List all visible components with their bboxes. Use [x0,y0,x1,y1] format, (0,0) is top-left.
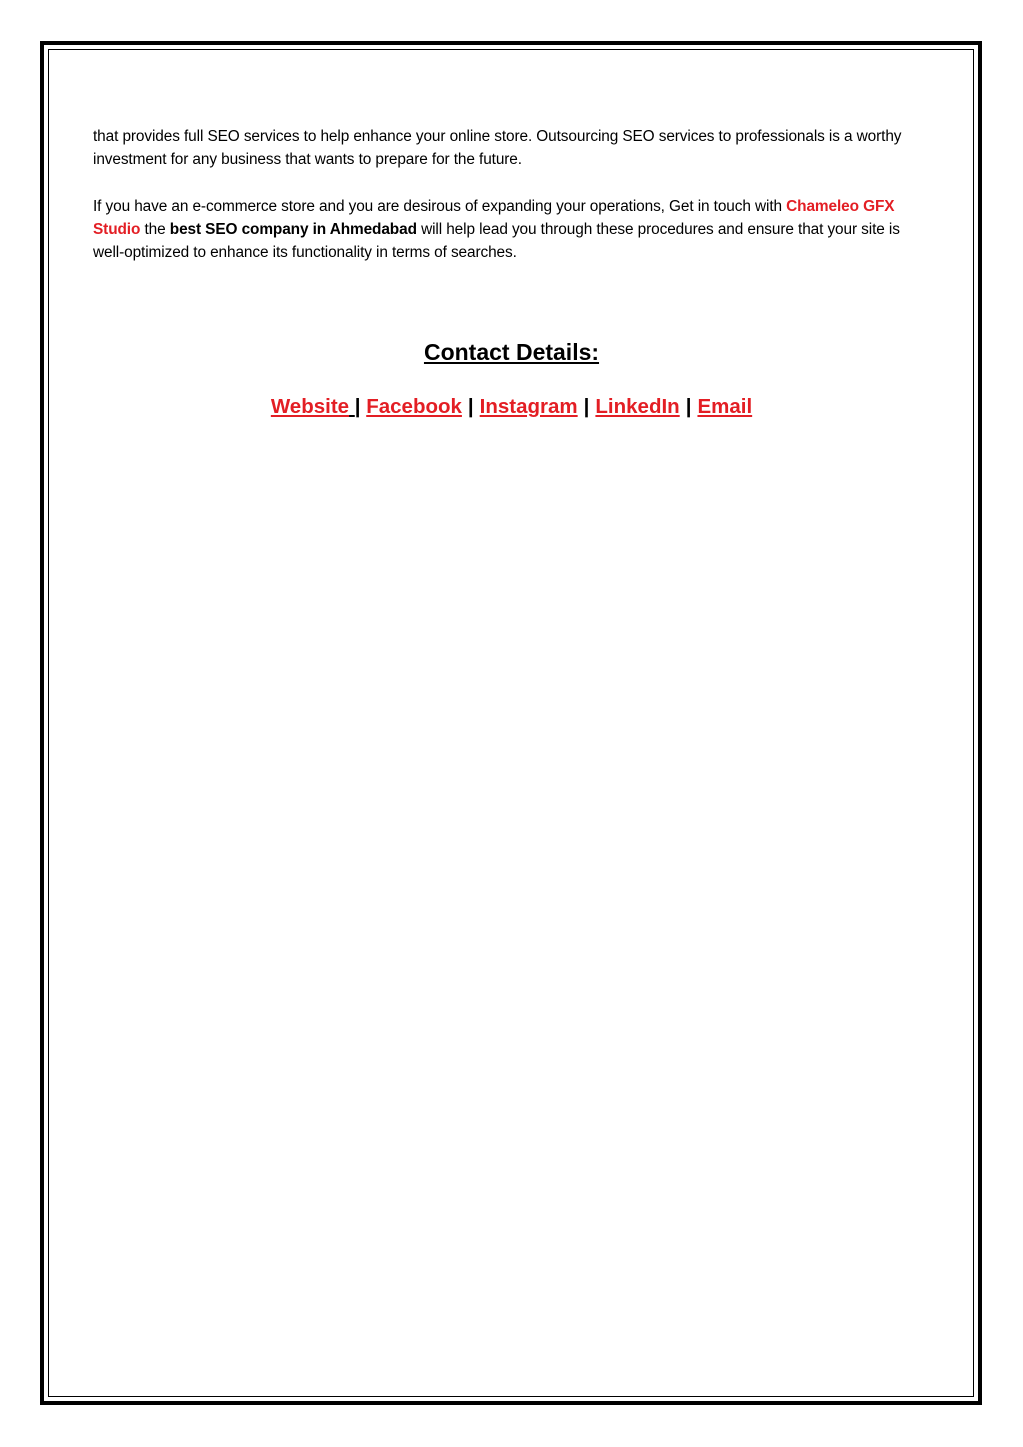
contact-links-row [0,392,1023,422]
link-separator: | [467,395,474,418]
link-separator: | [583,395,590,418]
contact-details-heading: Contact Details: [423,339,600,365]
linkedin-link[interactable]: LinkedIn [595,395,680,418]
link-separator: | [354,395,361,418]
email-link[interactable]: Email [697,395,753,418]
brand-name-highlight: Chameleo GFX Studio [93,198,895,238]
para1-text: that provides full SEO services to help enhance your online store. Outsourcing SEO services to professionals is a worthy investment for any business that wants to prepare for the future. [93,128,902,168]
website-link[interactable]: Website [270,395,350,418]
instagram-link[interactable]: Instagram [479,395,578,418]
body-paragraph-1 [93,125,933,171]
para2-the-text: the [144,221,166,238]
para2-end-text: will help lead you through these procedures and ensure that your site is well-optimized to enhance its functionality in terms of searches. [93,221,900,261]
facebook-link[interactable]: Facebook [366,395,462,418]
link-separator: | [685,395,692,418]
seo-company-bold-text: best SEO company in Ahmedabad [169,221,417,238]
body-paragraph-2 [93,195,933,264]
para2-start-text: If you have an e-commerce store and you are desirous of expanding your operations, Get in touch with [93,198,782,215]
